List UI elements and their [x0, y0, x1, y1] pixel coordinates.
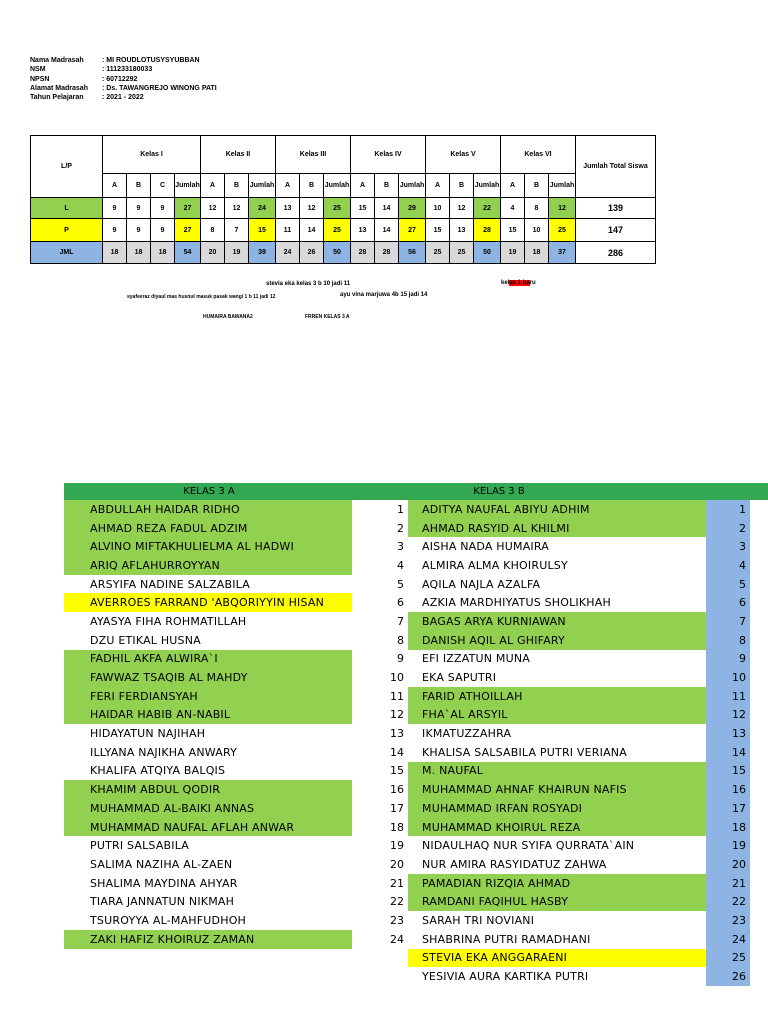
student-number-3b: 1: [706, 500, 750, 519]
row-jml: [31, 242, 656, 264]
cell: 9: [151, 198, 175, 219]
class-header: Kelas V: [426, 136, 501, 174]
student-name-3a: FAWWAZ TSAQIB AL MAHDY: [64, 668, 352, 687]
cell: 9: [127, 219, 151, 242]
student-name-3b: AZKIA MARDHIYATUS SHOLIKHAH: [422, 596, 611, 610]
student-number-3b: 25: [706, 949, 750, 968]
student-name-3b: IKMATUZZAHRA: [422, 727, 512, 741]
student-number-3a: 18: [390, 820, 404, 834]
student-name-3b: STEVIA EKA ANGGARAENI: [408, 949, 706, 968]
student-name-3b: MUHAMMAD AHNAF KHAIRUN NAFIS: [408, 780, 706, 799]
cell: 12: [225, 198, 249, 219]
subheader: B: [450, 174, 474, 198]
student-number-3a: 23: [390, 913, 404, 927]
student-number-3b: 22: [706, 892, 750, 911]
cell: 11: [276, 219, 300, 242]
student-number-3a: [352, 967, 408, 986]
note-kelas1: [501, 280, 536, 286]
cell: 26: [300, 242, 324, 264]
info-row: [30, 75, 217, 84]
cell-jumlah: 27: [399, 219, 426, 242]
note-text: ayu vina marjuwa 4b 15 jadi 14: [340, 292, 428, 298]
student-number-3a: 8: [397, 633, 404, 647]
roster-header: [64, 483, 768, 500]
student-name-3b: M. NAUFAL: [408, 762, 706, 781]
lp-header: L/P: [31, 136, 103, 198]
cell: 24: [276, 242, 300, 264]
student-number-3b: 19: [706, 836, 750, 855]
info-row: [30, 84, 217, 93]
table-row: [64, 556, 768, 575]
subheader: A: [201, 174, 225, 198]
student-name-3b: ADITYA NAUFAL ABIYU ADHIM: [408, 500, 706, 519]
cell: 15: [426, 219, 450, 242]
table-row: [64, 519, 768, 538]
cell-jumlah: 25: [324, 198, 351, 219]
student-number-3a: 21: [390, 876, 404, 890]
student-number-3b: 4: [706, 556, 750, 575]
student-name-3a: ALVINO MIFTAKHULIELMA AL HADWI: [64, 537, 352, 556]
cell: 14: [375, 198, 399, 219]
student-name-3a: SALIMA NAZIHA AL-ZAEN: [90, 857, 233, 871]
student-number-3b: 20: [706, 855, 750, 874]
table-row: [64, 911, 768, 930]
row-label: P: [31, 219, 103, 242]
class-header: Kelas IV: [351, 136, 426, 174]
cell-total: 139: [576, 198, 656, 219]
info-label: Tahun Pelajaran: [30, 94, 84, 102]
student-number-3b: 15: [706, 762, 750, 781]
cell-total: 147: [576, 219, 656, 242]
student-name-3a: [64, 949, 352, 968]
subheader: Jumlah: [549, 174, 576, 198]
subheader: B: [525, 174, 549, 198]
student-name-3b: DANISH AQIL AL GHIFARY: [408, 631, 706, 650]
cell-jumlah: 25: [549, 219, 576, 242]
cell-jumlah: 27: [175, 219, 201, 242]
subheader: B: [300, 174, 324, 198]
subheader: B: [127, 174, 151, 198]
cell-jumlah: 28: [474, 219, 501, 242]
table-row: [64, 949, 768, 968]
student-number-3b: 12: [706, 706, 750, 725]
note-text: stevia eka kelas 3 b 10 jadi 11: [266, 281, 351, 287]
cell: 18: [525, 242, 549, 264]
table-row: [64, 724, 768, 743]
cell: 4: [501, 198, 525, 219]
student-number-3b: 21: [706, 874, 750, 893]
student-number-3a: 15: [390, 764, 404, 778]
student-number-3b: 8: [706, 631, 750, 650]
student-number-3a: 2: [397, 521, 404, 535]
student-name-3a: ARIQ AFLAHURROYYAN: [64, 556, 352, 575]
cell: 13: [351, 219, 375, 242]
row-p: [31, 219, 656, 242]
cell: 19: [225, 242, 249, 264]
student-number-3b: 2: [706, 519, 750, 538]
student-number-3a: 13: [390, 727, 404, 741]
subheader: Jumlah: [175, 174, 201, 198]
student-name-3b: FHA`AL ARSYIL: [408, 706, 706, 725]
cell: 18: [151, 242, 175, 264]
student-name-3b: RAMDANI FAQIHUL HASBY: [408, 892, 706, 911]
cell: 9: [151, 219, 175, 242]
table-row: [64, 855, 768, 874]
info-label: Alamat Madrasah: [30, 84, 88, 92]
note-highlight: as 1 ba: [509, 280, 530, 286]
student-name-3a: KHALIFA ATQIYA BALQIS: [90, 764, 226, 778]
student-name-3b: EKA SAPUTRI: [422, 671, 497, 685]
cell-jumlah: 29: [399, 198, 426, 219]
table-row: [64, 818, 768, 837]
cell: 28: [375, 242, 399, 264]
student-name-3b: SHABRINA PUTRI RAMADHANI: [422, 932, 591, 946]
student-number-3b: 18: [706, 818, 750, 837]
student-number-3a: 5: [397, 577, 404, 591]
cell-jumlah: 15: [249, 219, 276, 242]
student-name-3a: AHMAD REZA FADUL ADZIM: [64, 519, 352, 538]
roster-header-b: KELAS 3 B: [473, 486, 525, 497]
student-name-3a: KHAMIM ABDUL QODIR: [64, 780, 352, 799]
student-name-3a: PUTRI SALSABILA: [90, 839, 190, 853]
note-part: kel: [501, 280, 510, 286]
student-name-3a: MUHAMMAD AL-BAIKI ANNAS: [64, 799, 352, 818]
student-name-3a: ABDULLAH HAIDAR RIDHO: [64, 500, 352, 519]
class-header: Kelas II: [201, 136, 276, 174]
cell-jumlah: 22: [474, 198, 501, 219]
student-name-3a: FADHIL AKFA ALWIRA`I: [64, 650, 352, 669]
table-row: [64, 706, 768, 725]
student-name-3b: YESIVIA AURA KARTIKA PUTRI: [422, 970, 589, 984]
student-name-3b: NUR AMIRA RASYIDATUZ ZAHWA: [422, 857, 607, 871]
table-row: [64, 631, 768, 650]
student-number-3a: 6: [397, 596, 404, 610]
info-value: : MI ROUDLOTUSYSYUBBAN: [102, 57, 200, 64]
table-row: [64, 537, 768, 556]
student-name-3b: AISHA NADA HUMAIRA: [422, 540, 550, 554]
table-row: [64, 967, 768, 986]
student-number-3a: 22: [390, 895, 404, 909]
student-name-3b: ALMIRA ALMA KHOIRULSY: [422, 558, 568, 572]
student-number-3b: 5: [706, 575, 750, 594]
cell: 18: [127, 242, 151, 264]
student-number-3a: [352, 949, 408, 968]
cell: 10: [525, 219, 549, 242]
cell: 12: [201, 198, 225, 219]
student-name-3a: TSUROYYA AL-MAHFUDHOH: [90, 913, 247, 927]
student-number-3a: 14: [390, 745, 404, 759]
table-row: [64, 780, 768, 799]
cell: 9: [127, 198, 151, 219]
student-name-3b: AHMAD RASYID AL KHILMI: [408, 519, 706, 538]
cell: 25: [450, 242, 474, 264]
subheader: A: [103, 174, 127, 198]
class-roster: [64, 483, 768, 986]
student-number-3a: 7: [397, 614, 404, 628]
info-value: : 2021 - 2022: [102, 94, 144, 102]
table-row: [64, 687, 768, 706]
student-number-3b: 26: [706, 967, 750, 986]
cell: 10: [426, 198, 450, 219]
cell-jumlah: 12: [549, 198, 576, 219]
note-part: ru: [529, 280, 536, 286]
table-row: [64, 874, 768, 893]
cell: 25: [426, 242, 450, 264]
student-number-3b: 13: [706, 724, 750, 743]
student-name-3b: KHALISA SALSABILA PUTRI VERIANA: [422, 745, 627, 759]
info-label: NSM: [30, 66, 46, 74]
student-number-3a: 9: [397, 652, 404, 666]
student-number-3a: 24: [390, 932, 404, 946]
roster-body: [64, 500, 768, 986]
student-number-3a: 19: [390, 839, 404, 853]
student-name-3a: DZU ETIKAL HUSNA: [90, 633, 201, 647]
student-number-3a: 20: [390, 857, 404, 871]
subheader: Jumlah: [249, 174, 276, 198]
table-row: [64, 762, 768, 781]
table-row: [64, 836, 768, 855]
cell-jumlah: 24: [249, 198, 276, 219]
student-name-3a: TIARA JANNATUN NIKMAH: [90, 895, 235, 909]
student-name-3b: BAGAS ARYA KURNIAWAN: [408, 612, 706, 631]
student-number-3a: 4: [397, 558, 404, 572]
cell: 19: [501, 242, 525, 264]
subheader-row: [31, 174, 656, 198]
table-row: [64, 593, 768, 612]
cell: 13: [450, 219, 474, 242]
student-number-3b: 14: [706, 743, 750, 762]
student-number-3b: 3: [706, 537, 750, 556]
info-value: : 60712292: [102, 75, 138, 83]
row-l: [31, 198, 656, 219]
class-header: Kelas III: [276, 136, 351, 174]
student-name-3b: MUHAMMAD IRFAN ROSYADI: [408, 799, 706, 818]
student-name-3a: SHALIMA MAYDINA AHYAR: [90, 876, 238, 890]
row-label: JML: [31, 242, 103, 264]
student-number-3b: 9: [706, 650, 750, 669]
subheader: A: [426, 174, 450, 198]
cell: 8: [201, 219, 225, 242]
student-number-3b: 17: [706, 799, 750, 818]
student-number-3a: 1: [397, 502, 404, 516]
cell: 15: [501, 219, 525, 242]
class-header: Kelas I: [103, 136, 201, 174]
cell-jumlah: 50: [324, 242, 351, 264]
student-number-3b: 16: [706, 780, 750, 799]
cell: 9: [103, 198, 127, 219]
subheader: C: [151, 174, 175, 198]
cell: 28: [351, 242, 375, 264]
row-label: L: [31, 198, 103, 219]
subheader: A: [276, 174, 300, 198]
student-number-3b: 24: [706, 930, 750, 949]
student-name-3a: HAIDAR HABIB AN-NABIL: [64, 706, 352, 725]
cell-total: 286: [576, 242, 656, 264]
table-row: [64, 930, 768, 949]
student-number-3a: 17: [390, 801, 404, 815]
student-name-3a: HIDAYATUN NAJIHAH: [90, 727, 206, 741]
cell: 13: [276, 198, 300, 219]
subheader: B: [375, 174, 399, 198]
info-value: : 111233180033: [102, 66, 153, 74]
student-number-3b: 23: [706, 911, 750, 930]
cell-jumlah: 56: [399, 242, 426, 264]
roster-header-a: KELAS 3 A: [183, 486, 235, 497]
cell-jumlah: 54: [175, 242, 201, 264]
student-name-3a: ARSYIFA NADINE SALZABILA: [90, 577, 250, 591]
class-header-row: [31, 136, 656, 174]
student-name-3b: NIDAULHAQ NUR SYIFA QURRATA`AIN: [422, 839, 635, 853]
summary-table: [30, 135, 656, 264]
student-name-3a: AYASYA FIHA ROHMATILLAH: [90, 614, 247, 628]
student-number-3b: 6: [706, 593, 750, 612]
subheader: Jumlah: [399, 174, 426, 198]
student-number-3a: 10: [390, 671, 404, 685]
subheader: A: [501, 174, 525, 198]
note-text: HUMAIRA BAWANA2: [203, 314, 253, 320]
student-name-3a: ILLYANA NAJIKHA ANWARY: [90, 745, 238, 759]
student-name-3b: PAMADIAN RIZQIA AHMAD: [408, 874, 706, 893]
student-name-3a: [64, 967, 352, 986]
subheader: A: [351, 174, 375, 198]
student-number-3b: 11: [706, 687, 750, 706]
info-row: [30, 65, 217, 74]
subheader: Jumlah: [474, 174, 501, 198]
cell-jumlah: 25: [324, 219, 351, 242]
info-row: [30, 93, 217, 102]
student-name-3b: FARID ATHOILLAH: [408, 687, 706, 706]
info-value: : Ds. TAWANGREJO WINONG PATI: [102, 84, 217, 92]
table-row: [64, 575, 768, 594]
cell: 12: [450, 198, 474, 219]
table-row: [64, 799, 768, 818]
student-name-3a: FERI FERDIANSYAH: [64, 687, 352, 706]
subheader: Jumlah: [324, 174, 351, 198]
cell: 18: [103, 242, 127, 264]
table-row: [64, 668, 768, 687]
cell: 9: [103, 219, 127, 242]
student-name-3a: MUHAMMAD NAUFAL AFLAH ANWAR: [64, 818, 352, 837]
student-number-3a: 12: [390, 708, 404, 722]
table-row: [64, 892, 768, 911]
cell: 14: [300, 219, 324, 242]
student-number-3a: 11: [390, 689, 404, 703]
note-text: syafeeraz diyaul mas husnul masuk pasak wangi 1 b 11 jadi 12: [127, 294, 276, 300]
school-info: [30, 56, 217, 102]
cell-jumlah: 37: [549, 242, 576, 264]
cell: 20: [201, 242, 225, 264]
class-header: Kelas VI: [501, 136, 576, 174]
info-row: [30, 56, 217, 65]
table-row: [64, 500, 768, 519]
info-label: Nama Madrasah: [30, 57, 84, 64]
table-row: [64, 650, 768, 669]
student-name-3a: ZAKI HAFIZ KHOIRUZ ZAMAN: [64, 930, 352, 949]
student-number-3a: 3: [397, 540, 404, 554]
student-name-3b: AQILA NAJLA AZALFA: [422, 577, 541, 591]
student-name-3a: AVERROES FARRAND 'ABQORIYYIN HISAN: [64, 593, 352, 612]
student-number-3b: 10: [706, 668, 750, 687]
student-name-3b: EFI IZZATUN MUNA: [422, 652, 530, 666]
cell: 7: [225, 219, 249, 242]
table-row: [64, 743, 768, 762]
student-number-3a: 16: [390, 783, 404, 797]
cell: 8: [525, 198, 549, 219]
cell: 14: [375, 219, 399, 242]
cell-jumlah: 39: [249, 242, 276, 264]
total-header: Jumlah Total Siswa: [576, 136, 656, 198]
subheader: B: [225, 174, 249, 198]
note-text: FRREN KELAS 3 A: [305, 314, 350, 320]
cell: 12: [300, 198, 324, 219]
student-name-3b: MUHAMMAD KHOIRUL REZA: [408, 818, 706, 837]
cell-jumlah: 27: [175, 198, 201, 219]
student-number-3b: 7: [706, 612, 750, 631]
info-label: NPSN: [30, 75, 50, 83]
table-row: [64, 612, 768, 631]
cell: 15: [351, 198, 375, 219]
student-name-3b: SARAH TRI NOVIANI: [422, 913, 535, 927]
cell-jumlah: 50: [474, 242, 501, 264]
